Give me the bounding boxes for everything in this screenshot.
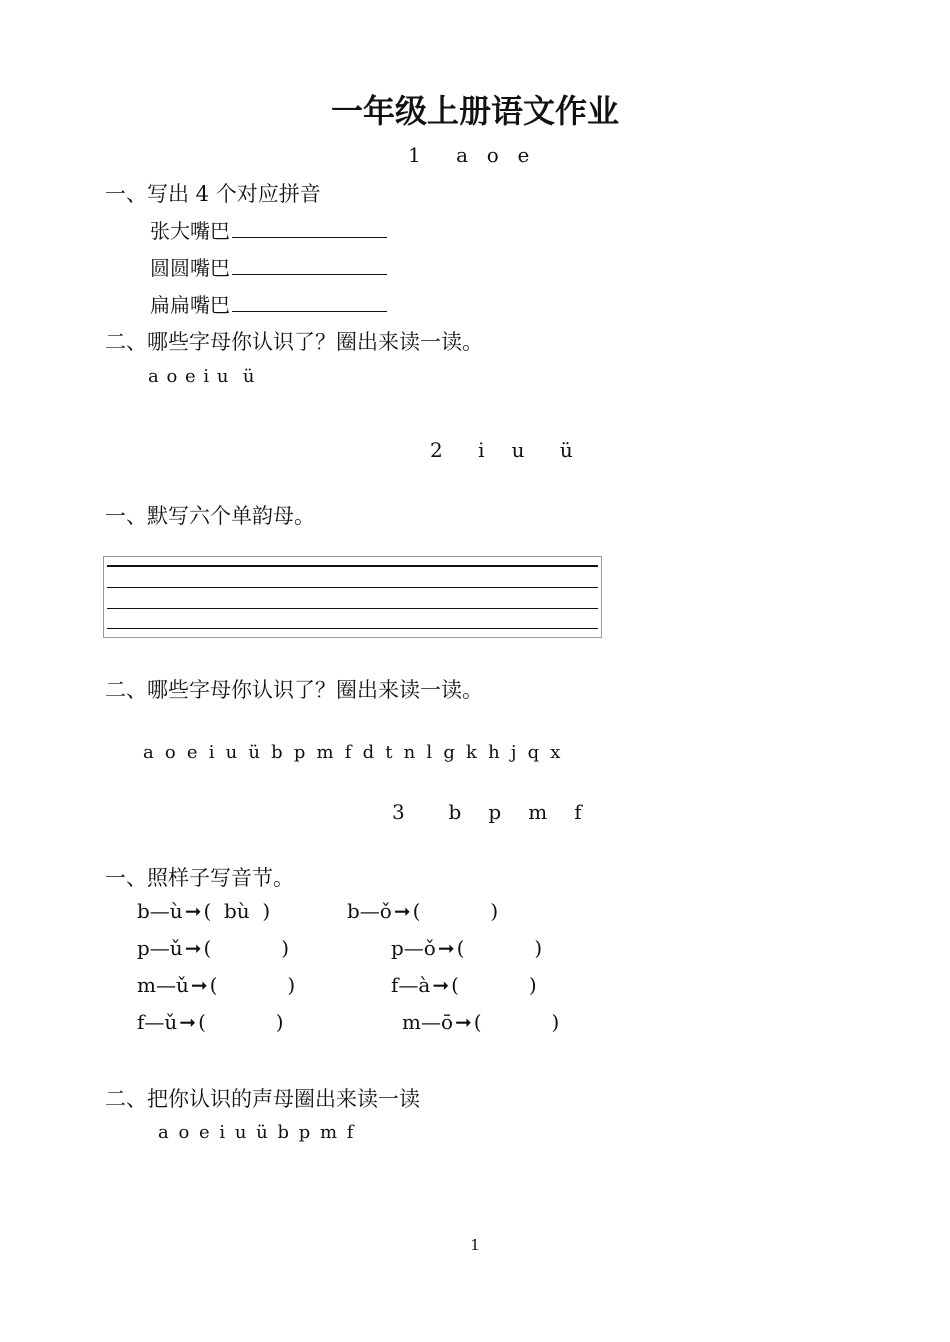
- answer-parentheses[interactable]: ( ): [473, 1010, 560, 1034]
- lesson-3-question-2: 二、把你认识的声母圈出来读一读: [105, 1087, 420, 1111]
- answer-parentheses[interactable]: ( ): [203, 936, 289, 960]
- syllable-parts: f—à: [391, 973, 431, 997]
- arrow-icon: ➞: [179, 1010, 197, 1034]
- item-label: 扁扁嘴巴: [150, 293, 230, 317]
- answer-parentheses[interactable]: ( ): [209, 973, 296, 997]
- syllable-row-4-left: [137, 1010, 284, 1034]
- syllable-parts: p—ǔ: [137, 936, 183, 960]
- answer-blank[interactable]: [232, 256, 387, 275]
- page-title: 一年级上册语文作业: [330, 92, 619, 130]
- arrow-icon: ➞: [184, 936, 202, 960]
- lesson-2-question-2: 二、哪些字母你认识了？圈出来读一读。: [105, 678, 483, 702]
- lesson-3-letters: a o e i u ü b p m f: [158, 1122, 356, 1143]
- answer-parentheses[interactable]: ( bù ): [203, 899, 271, 923]
- syllable-parts: m—ō: [402, 1010, 454, 1034]
- lesson-1-letters: a o e i u ü: [148, 366, 256, 387]
- arrow-icon: ➞: [455, 1010, 472, 1034]
- syllable-row-2-right: [391, 936, 542, 960]
- lesson-2-question-1: 一、默写六个单韵母。: [105, 504, 315, 528]
- answer-parentheses[interactable]: ( ): [198, 1010, 284, 1034]
- item-label: 圆圆嘴巴: [150, 256, 230, 280]
- syllable-row-3-right: [391, 973, 537, 997]
- lesson-1-question-2: 二、哪些字母你认识了？圈出来读一读。: [105, 330, 483, 354]
- grid-line: [107, 565, 598, 567]
- grid-line: [107, 608, 598, 609]
- lesson-3-question-1: 一、照样子写音节。: [105, 866, 294, 890]
- answer-parentheses[interactable]: ( ): [451, 973, 537, 997]
- syllable-parts: p—ǒ: [391, 936, 436, 960]
- syllable-parts: f—ǔ: [137, 1010, 178, 1034]
- syllable-row-1-left: [137, 899, 270, 923]
- lesson-1-question-1: 一、写出 4 个对应拼音: [105, 182, 321, 206]
- arrow-icon: ➞: [393, 899, 411, 923]
- answer-parentheses[interactable]: ( ): [456, 936, 543, 960]
- arrow-icon: ➞: [190, 973, 208, 997]
- syllable-parts: b—ǒ: [347, 899, 392, 923]
- lesson-2-letters: a o e i u ü b p m f d t n l g k h j q x: [143, 742, 561, 763]
- syllable-parts: b—ù: [137, 899, 183, 923]
- arrow-icon: ➞: [184, 899, 202, 923]
- syllable-row-4-right: [402, 1010, 559, 1034]
- writing-grid[interactable]: [103, 556, 602, 638]
- syllable-row-3-left: [137, 973, 295, 997]
- answer-parentheses[interactable]: ( ): [412, 899, 499, 923]
- grid-line: [107, 587, 598, 588]
- arrow-icon: ➞: [437, 936, 455, 960]
- page-number: 1: [470, 1236, 480, 1254]
- lesson-1-item-2: [150, 252, 387, 281]
- answer-blank[interactable]: [232, 293, 387, 312]
- syllable-parts: m—ǔ: [137, 973, 189, 997]
- answer-blank[interactable]: [232, 219, 387, 238]
- lesson-3-heading: 3 b p m f: [392, 800, 584, 824]
- syllable-row-2-left: [137, 936, 289, 960]
- syllable-row-1-right: [347, 899, 498, 923]
- item-label: 张大嘴巴: [150, 219, 230, 243]
- lesson-2-heading: 2 i u ü: [430, 438, 575, 462]
- lesson-1-heading: 1 a o e: [408, 143, 532, 167]
- lesson-1-item-3: [150, 289, 387, 318]
- arrow-icon: ➞: [432, 973, 450, 997]
- grid-line: [107, 628, 598, 629]
- lesson-1-item-1: [150, 215, 387, 244]
